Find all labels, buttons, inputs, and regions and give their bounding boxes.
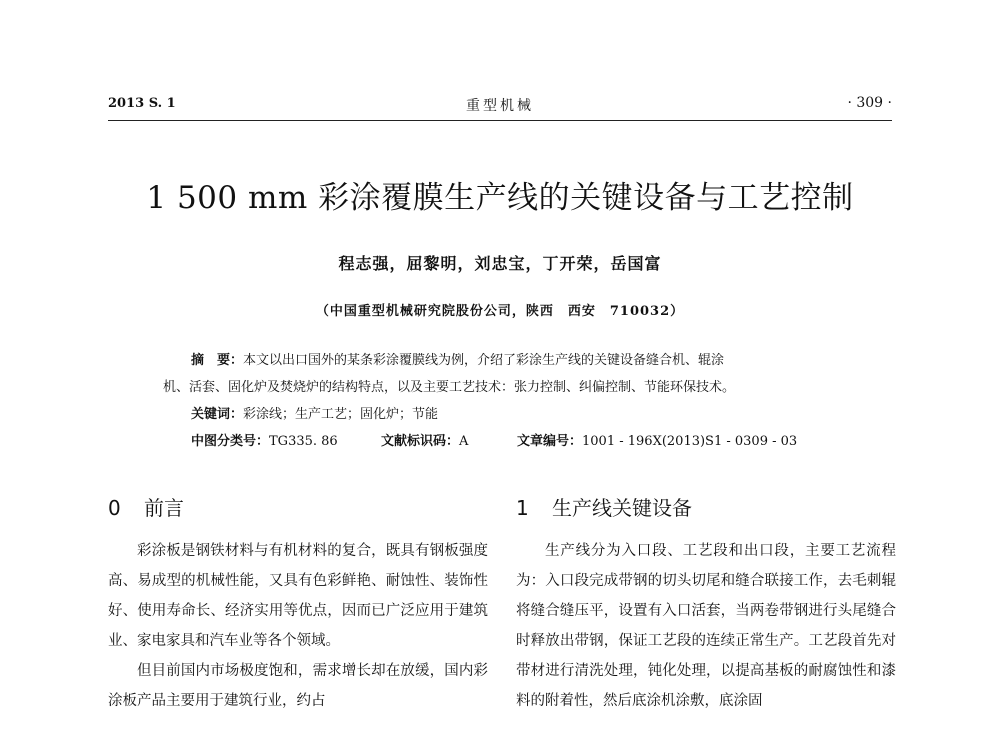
abstract-line-2 xyxy=(163,374,850,401)
abstract-text-2: 机、活套、固化炉及焚烧炉的结构特点，以及主要工艺技术：张力控制、纠偏控制、节能环保技术。 xyxy=(163,380,736,395)
header-rule xyxy=(108,120,892,121)
author-list: 程志强，屈黎明，刘忠宝，丁开荣，岳国富 xyxy=(338,254,662,273)
section-0-paragraph: 彩涂板是钢铁材料与有机材料的复合，既具有钢板强度高、易成型的机械性能，又具有色彩鲜艳、耐蚀性、装饰性好、使用寿命长、经济实用等优点，因而已广泛应用于建筑业、家电家具和汽车业等各个领域。 xyxy=(108,543,488,649)
paper-title: 1 500 mm 彩涂覆膜生产线的关键设备与工艺控制 xyxy=(146,180,854,216)
affiliation: （中国重型机械研究院股份公司，陕西 西安 710032） xyxy=(315,304,685,319)
abstract-label: 摘 要： xyxy=(191,353,244,368)
clc-label: 中图分类号： xyxy=(191,434,270,449)
clc-value: TG335. 86 xyxy=(269,434,338,449)
doc-code-value: A xyxy=(459,434,469,449)
article-number-value: 1001 - 196X(2013)S1 - 0309 - 03 xyxy=(582,434,798,449)
section-1-title: 生产线关键设备 xyxy=(552,496,692,520)
section-0-title: 前言 xyxy=(144,496,184,520)
right-column xyxy=(516,492,896,716)
article-number-field xyxy=(517,428,797,455)
abstract-line-1 xyxy=(163,347,850,374)
issue-number: 2013 S. 1 xyxy=(108,96,176,111)
keywords-label: 关键词： xyxy=(191,407,244,422)
journal-name: 重型机械 xyxy=(466,98,534,114)
section-1-paragraph: 生产线分为入口段、工艺段和出口段，主要工艺流程为：入口段完成带钢的切头切尾和缝合联接工作，去毛刺辊将缝合缝压平，设置有入口活套，当两卷带钢进行头尾缝合时释放出带钢，保证工艺段的连续正常生产。工艺段首先对带材进行清洗处理，钝化处理，以提高基板的耐腐蚀性和漆料的附着性，然后底涂机涂敷，底涂固 xyxy=(516,543,896,709)
abstract-text-1: 本文以出口国外的某条彩涂覆膜线为例，介绍了彩涂生产线的关键设备缝合机、辊涂 xyxy=(243,353,725,368)
section-0-heading xyxy=(108,492,488,536)
running-head xyxy=(108,92,892,116)
doc-code-field xyxy=(381,428,517,455)
section-0-number: 0 xyxy=(108,496,121,520)
clc-field xyxy=(191,428,381,455)
abstract-block xyxy=(163,347,850,455)
classification-line xyxy=(163,428,850,455)
doc-code-label: 文献标识码： xyxy=(381,434,460,449)
page-number: · 309 · xyxy=(847,95,892,111)
section-0-paragraph: 但目前国内市场极度饱和，需求增长却在放缓，国内彩涂板产品主要用于建筑行业，约占 xyxy=(108,663,488,709)
section-1-number: 1 xyxy=(516,496,529,520)
left-column xyxy=(108,492,488,716)
section-1-heading xyxy=(516,492,896,536)
keywords-line xyxy=(163,401,850,428)
keywords-text: 彩涂线；生产工艺；固化炉；节能 xyxy=(243,407,439,422)
article-number-label: 文章编号： xyxy=(517,434,583,449)
